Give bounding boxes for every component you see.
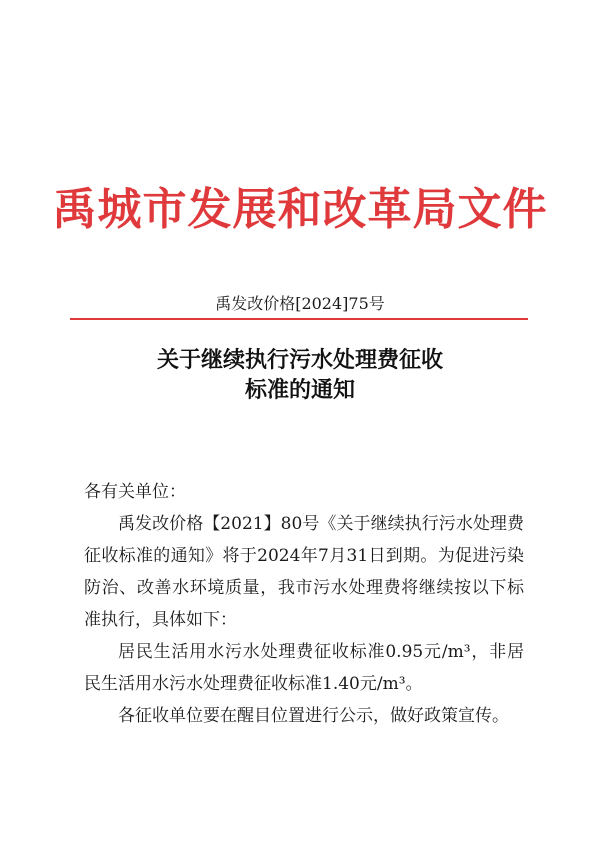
body-paragraph-3: 各征收单位要在醒目位置进行公示，做好政策宣传。 [118, 706, 509, 726]
salutation: 各有关单位： [84, 482, 186, 502]
notice-title-line-2: 标准的通知 [244, 377, 355, 403]
notice-title [0, 345, 600, 405]
document-number: 禹发改价格[2024]75号 [215, 294, 385, 313]
red-divider-line [70, 318, 528, 320]
notice-title-line-1: 关于继续执行污水处理费征收 [156, 347, 443, 373]
body-paragraph-1: 禹发改价格【2021】80号《关于继续执行污水处理费征收标准的通知》将于2024年7月31日到期。为促进污染防治、改善水环境质量，我市污水处理费将继续按以下标准执行，具体如下： [84, 514, 524, 630]
masthead-title: 禹城市发展和改革局文件 [52, 184, 548, 235]
body-paragraph-2: 居民生活用水污水处理费征收标准0.95元/m³，非居民生活用水污水处理费征收标准1.40元/m³。 [84, 642, 524, 694]
